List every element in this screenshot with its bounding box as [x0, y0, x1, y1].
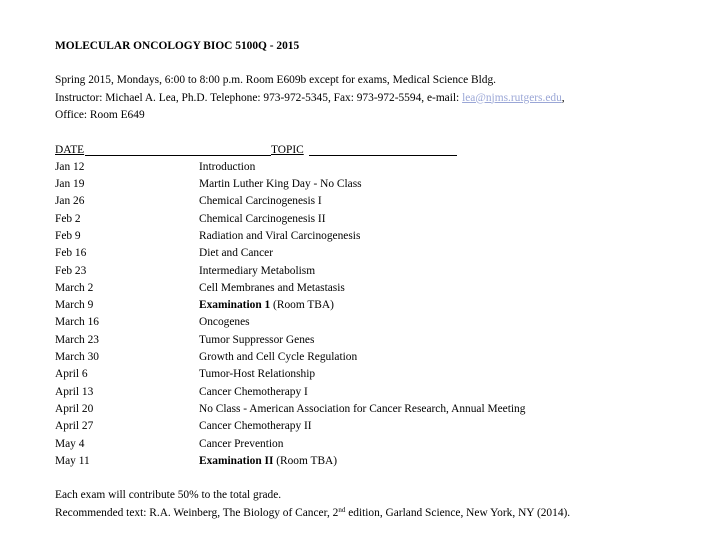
row-topic: Intermediary Metabolism	[199, 264, 316, 277]
row-date: Jan 26	[55, 195, 85, 208]
row-topic: Oncogenes	[199, 316, 250, 329]
row-topic-bold: Examination II	[199, 454, 274, 467]
table-row	[55, 366, 695, 383]
footer	[55, 487, 695, 522]
table-row	[55, 280, 695, 297]
table-row	[55, 159, 695, 176]
row-date: Jan 12	[55, 160, 85, 173]
table-row	[55, 245, 695, 262]
row-date: April 27	[55, 420, 94, 433]
row-date: March 16	[55, 316, 99, 329]
row-topic: Diet and Cancer	[199, 247, 274, 260]
table-row	[55, 401, 695, 418]
row-topic	[199, 453, 695, 470]
table-row	[55, 297, 695, 314]
row-topic: Growth and Cell Cycle Regulation	[199, 351, 358, 364]
row-topic: Chemical Carcinogenesis I	[199, 195, 322, 208]
row-date: April 6	[55, 368, 88, 381]
instructor-suffix: ,	[561, 91, 565, 104]
recommended-text-prefix: Recommended text: R.A. Weinberg, The Biology of Cancer, 2	[55, 506, 339, 519]
table-row	[55, 436, 695, 453]
table-row	[55, 453, 695, 470]
instructor-line	[55, 90, 695, 108]
table-row	[55, 332, 695, 349]
row-topic: Cell Membranes and Metastasis	[199, 281, 345, 294]
row-date: May 4	[55, 437, 85, 450]
row-topic: Martin Luther King Day - No Class	[199, 178, 362, 191]
schedule-table	[55, 142, 695, 471]
row-topic-rest: (Room TBA)	[273, 454, 338, 467]
row-date: March 30	[55, 351, 99, 364]
row-date: May 11	[55, 454, 90, 467]
row-topic: Cancer Chemotherapy II	[199, 420, 312, 433]
table-row	[55, 349, 695, 366]
row-topic-bold: Examination 1	[199, 299, 271, 312]
row-date: Jan 19	[55, 178, 85, 191]
recommended-text-suffix: edition, Garland Science, New York, NY (2014).	[345, 506, 571, 519]
table-row	[55, 384, 695, 401]
row-topic: Chemical Carcinogenesis II	[199, 212, 326, 225]
course-title: MOLECULAR ONCOLOGY BIOC 5100Q - 2015	[55, 40, 300, 52]
email-link[interactable]: lea@njms.rutgers.edu	[462, 91, 562, 104]
table-row	[55, 176, 695, 193]
row-date: March 9	[55, 299, 94, 312]
row-topic: No Class - American Association for Cancer Research, Annual Meeting	[199, 402, 526, 415]
table-row	[55, 228, 695, 245]
row-topic: Tumor-Host Relationship	[199, 368, 316, 381]
row-date: Feb 16	[55, 247, 87, 260]
row-date: Feb 23	[55, 264, 87, 277]
schedule-line: Spring 2015, Mondays, 6:00 to 8:00 p.m. Room E609b except for exams, Medical Science Bldg.	[55, 74, 497, 86]
row-topic: Cancer Prevention	[199, 437, 284, 450]
row-date: April 13	[55, 385, 94, 398]
row-date: March 23	[55, 333, 99, 346]
table-row	[55, 211, 695, 228]
row-topic-rest: (Room TBA)	[270, 299, 334, 312]
instructor-text: Instructor: Michael A. Lea, Ph.D. Telephone: 973-972-5345, Fax: 973-972-5594, e-mail:	[55, 91, 463, 104]
row-date: April 20	[55, 402, 94, 415]
table-row	[55, 263, 695, 280]
recommended-text	[55, 505, 695, 523]
row-date: March 2	[55, 281, 94, 294]
table-row	[55, 314, 695, 331]
table-header	[55, 142, 695, 159]
syllabus-page	[55, 38, 695, 522]
topic-header: TOPIC	[271, 142, 457, 159]
table-row	[55, 193, 695, 210]
row-date: Feb 9	[55, 229, 81, 242]
row-topic: Tumor Suppressor Genes	[199, 333, 315, 346]
row-topic: Radiation and Viral Carcinogenesis	[199, 229, 361, 242]
date-header: DATE	[55, 142, 271, 159]
table-row	[55, 418, 695, 435]
row-topic	[199, 297, 695, 314]
row-topic: Cancer Chemotherapy I	[199, 385, 308, 398]
row-topic: Introduction	[199, 160, 256, 173]
office-line: Office: Room E649	[55, 109, 145, 121]
course-info	[55, 72, 695, 125]
exam-note: Each exam will contribute 50% to the total grade.	[55, 489, 282, 502]
edition-superscript: nd	[338, 505, 346, 514]
schedule-rows	[55, 159, 695, 470]
row-date: Feb 2	[55, 212, 81, 225]
